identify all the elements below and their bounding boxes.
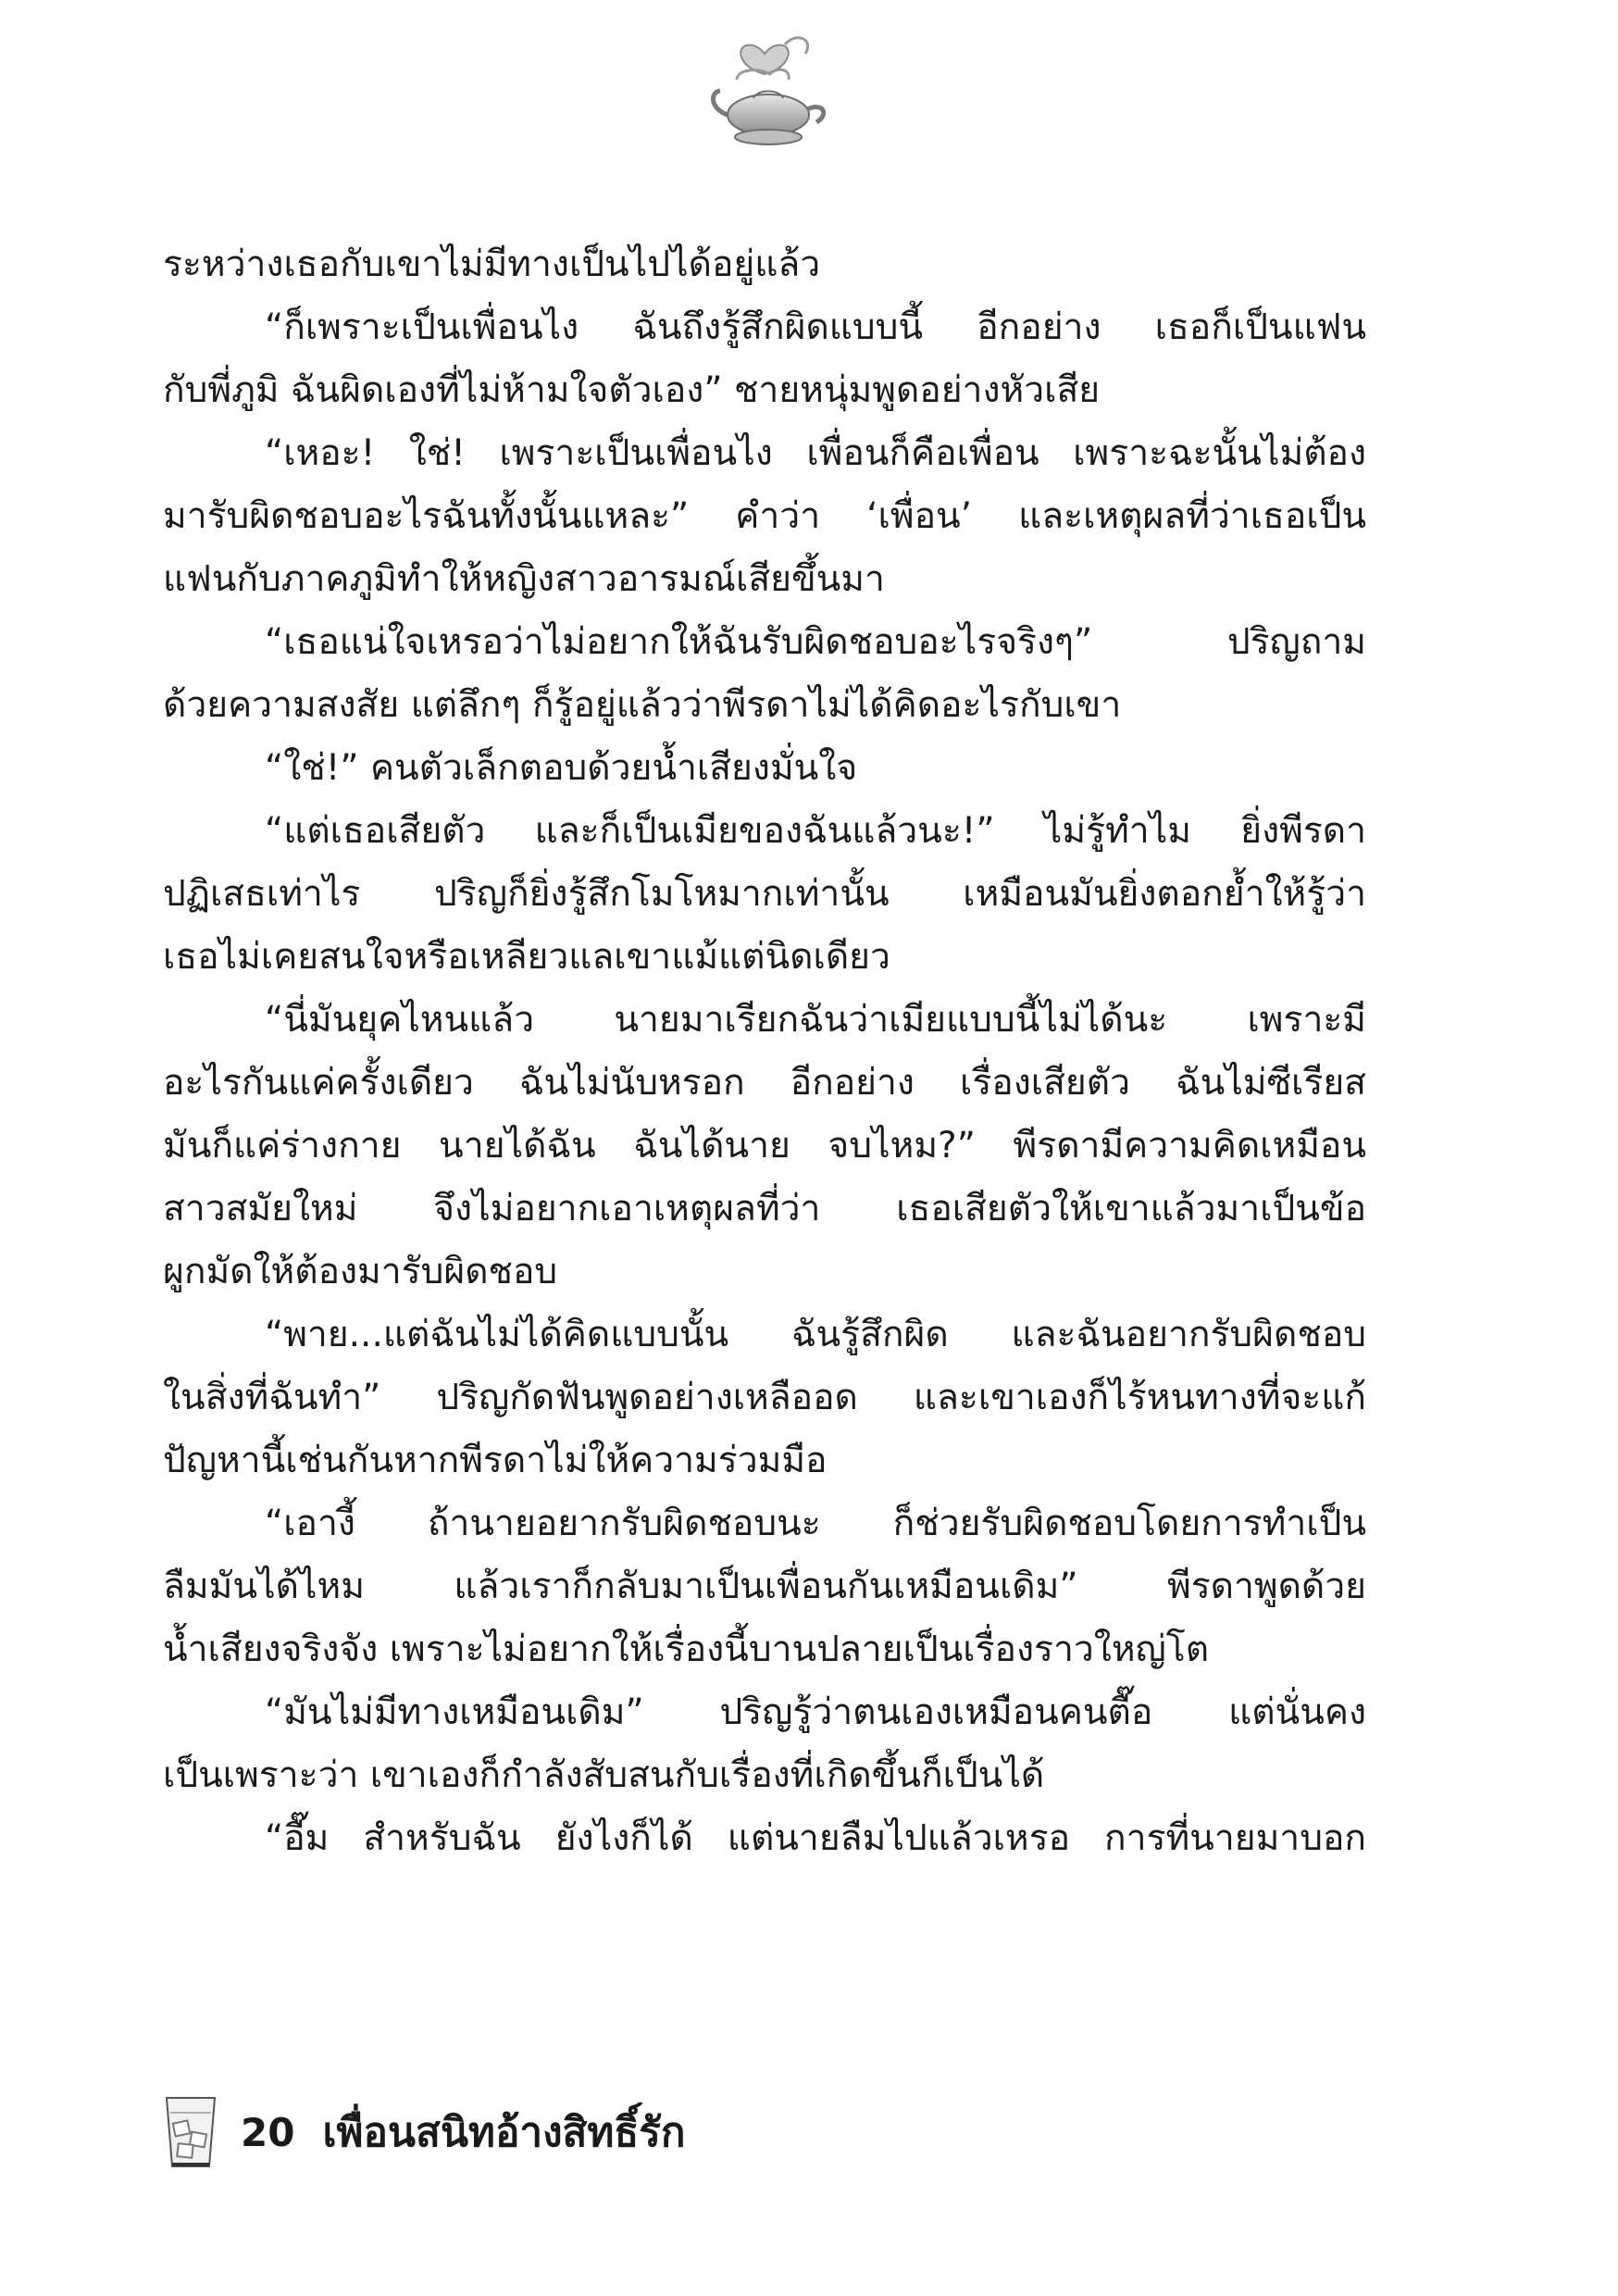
text-line: “มันไม่มีทางเหมือนเดิม” ปริญรู้ว่าตนเองเหมือนคนตื๊อ แต่นั่นคง bbox=[265, 1691, 1366, 1733]
text-line: “ใช่!” คนตัวเล็กตอบด้วยน้ำเสียงมั่นใจ bbox=[265, 747, 858, 789]
page-number: 20 bbox=[241, 2109, 295, 2155]
text-line: ด้วยความสงสัย แต่ลึกๆ ก็รู้อยู่แล้วว่าพีรดาไม่ได้คิดอะไรกับเขา bbox=[163, 684, 1122, 726]
text-line: “นี่มันยุคไหนแล้ว นายมาเรียกฉันว่าเมียแบบนี้ไม่ได้นะ เพราะมี bbox=[265, 999, 1366, 1041]
teapot-ornament-icon bbox=[700, 26, 839, 165]
text-line: ลืมมันได้ไหม แล้วเราก็กลับมาเป็นเพื่อนกันเหมือนเดิม” พีรดาพูดด้วย bbox=[163, 1566, 1366, 1607]
text-line: “เอางี้ ถ้านายอยากรับผิดชอบนะ ก็ช่วยรับผิดชอบโดยการทำเป็น bbox=[265, 1503, 1366, 1544]
ice-glass-icon bbox=[163, 2094, 218, 2170]
text-line: ระหว่างเธอกับเขาไม่มีทางเป็นไปได้อยู่แล้ว bbox=[163, 243, 821, 285]
text-line: อะไรกันแค่ครั้งเดียว ฉันไม่นับหรอก อีกอย่าง เรื่องเสียตัว ฉันไม่ซีเรียส bbox=[163, 1062, 1366, 1104]
text-line: ปฏิเสธเท่าไร ปริญก็ยิ่งรู้สึกโมโหมากเท่านั้น เหมือนมันยิ่งตอกย้ำให้รู้ว่า bbox=[163, 873, 1366, 915]
text-line: มารับผิดชอบอะไรฉันทั้งนั้นแหละ” คำว่า ‘เพื่อน’ และเหตุผลที่ว่าเธอเป็น bbox=[163, 495, 1366, 537]
body-text bbox=[163, 233, 1366, 1870]
text-line: มันก็แค่ร่างกาย นายได้ฉัน ฉันได้นาย จบไหม?” พีรดามีความคิดเหมือน bbox=[163, 1125, 1366, 1167]
text-line: “อื๊ม สำหรับฉัน ยังไงก็ได้ แต่นายลืมไปแล้วเหรอ การที่นายมาบอก bbox=[265, 1817, 1366, 1859]
text-line: เป็นเพราะว่า เขาเองก็กำลังสับสนกับเรื่องที่เกิดขึ้นก็เป็นได้ bbox=[163, 1754, 1045, 1796]
text-line: “เหอะ! ใช่! เพราะเป็นเพื่อนไง เพื่อนก็คือเพื่อน เพราะฉะนั้นไม่ต้อง bbox=[265, 432, 1366, 474]
text-line: “ก็เพราะเป็นเพื่อนไง ฉันถึงรู้สึกผิดแบบนี้ อีกอย่าง เธอก็เป็นแฟน bbox=[265, 306, 1366, 348]
text-line: ในสิ่งที่ฉันทำ” ปริญกัดฟันพูดอย่างเหลืออด และเขาเองก็ไร้หนทางที่จะแก้ bbox=[163, 1377, 1366, 1418]
text-line: ปัญหานี้เช่นกันหากพีรดาไม่ให้ความร่วมมือ bbox=[163, 1440, 828, 1481]
text-line: “พาย...แต่ฉันไม่ได้คิดแบบนั้น ฉันรู้สึกผิด และฉันอยากรับผิดชอบ bbox=[265, 1314, 1366, 1355]
text-line: น้ำเสียงจริงจัง เพราะไม่อยากให้เรื่องนี้บานปลายเป็นเรื่องราวใหญ่โต bbox=[163, 1628, 1210, 1670]
text-line: “เธอแน่ใจเหรอว่าไม่อยากให้ฉันรับผิดชอบอะไรจริงๆ” ปริญถาม bbox=[265, 621, 1366, 663]
book-title: เพื่อนสนิทอ้างสิทธิ์รัก bbox=[322, 2109, 686, 2156]
text-line: เธอไม่เคยสนใจหรือเหลียวแลเขาแม้แต่นิดเดียว bbox=[163, 936, 890, 978]
text-line: “แต่เธอเสียตัว และก็เป็นเมียของฉันแล้วนะ!” ไม่รู้ทำไม ยิ่งพีรดา bbox=[265, 810, 1366, 852]
text-line: แฟนกับภาคภูมิทำให้หญิงสาวอารมณ์เสียขึ้นมา bbox=[163, 558, 885, 600]
text-line: ผูกมัดให้ต้องมารับผิดชอบ bbox=[163, 1251, 558, 1292]
text-line: กับพี่ภูมิ ฉันผิดเองที่ไม่ห้ามใจตัวเอง” ชายหนุ่มพูดอย่างหัวเสีย bbox=[163, 369, 1101, 411]
page-footer bbox=[163, 2090, 686, 2174]
text-line: สาวสมัยใหม่ จึงไม่อยากเอาเหตุผลที่ว่า เธอเสียตัวให้เขาแล้วมาเป็นข้อ bbox=[163, 1188, 1366, 1229]
